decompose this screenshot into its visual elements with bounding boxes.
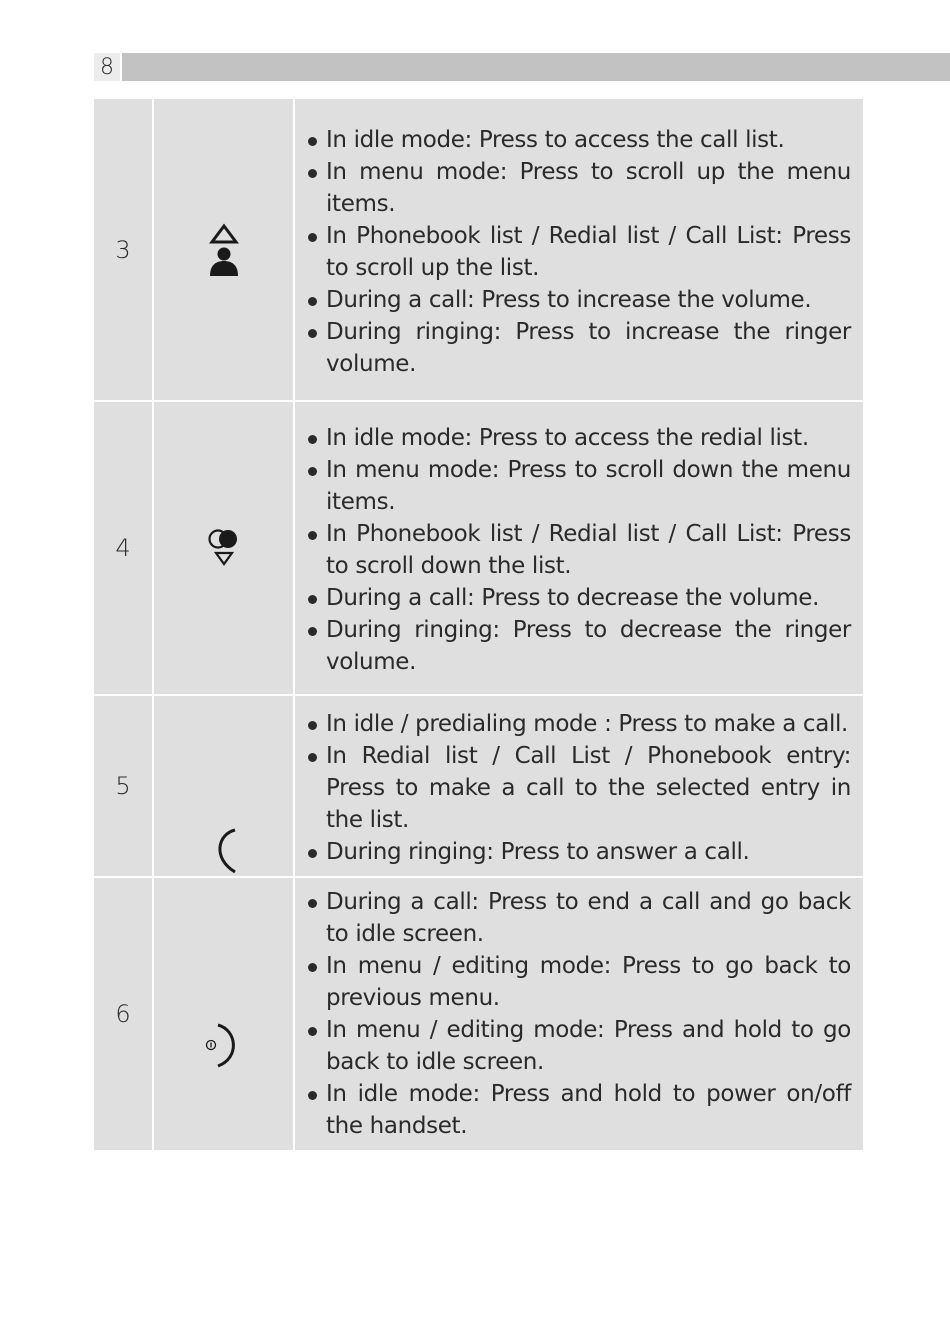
icon-cell — [153, 877, 294, 1151]
list-item: In Phonebook list / Redial list / Call List: Press to scroll up the list. — [307, 220, 851, 284]
icon-cell — [153, 99, 294, 401]
icon-cell — [153, 401, 294, 695]
bullet-list — [307, 886, 851, 1142]
list-item: In idle mode: Press to access the call list. — [307, 124, 851, 156]
list-item: In menu mode: Press to scroll up the menu items. — [307, 156, 851, 220]
key-number: 3 — [94, 99, 153, 401]
bullet-list — [307, 422, 851, 678]
table-row — [94, 401, 863, 695]
list-item: During ringing: Press to increase the ringer volume. — [307, 316, 851, 380]
list-item: In idle / predialing mode : Press to make a call. — [307, 708, 851, 740]
list-item: During a call: Press to end a call and go back to idle screen. — [307, 886, 851, 950]
key-number: 4 — [94, 401, 153, 695]
bullet-list — [307, 708, 851, 868]
down-arrow-redial-icon — [154, 528, 293, 568]
description-cell — [294, 99, 863, 401]
key-number: 5 — [94, 695, 153, 877]
up-arrow-contact-icon — [154, 223, 293, 277]
list-item: In Redial list / Call List / Phonebook entry: Press to make a call to the selected entry in the list. — [307, 740, 851, 836]
table-row — [94, 695, 863, 877]
list-item: In Phonebook list / Redial list / Call List: Press to scroll down the list. — [307, 518, 851, 582]
end-power-icon — [154, 1022, 293, 1070]
list-item: In idle mode: Press to access the redial list. — [307, 422, 851, 454]
talk-icon — [154, 828, 293, 876]
list-item: In menu / editing mode: Press and hold to go back to idle screen. — [307, 1014, 851, 1078]
key-number: 6 — [94, 877, 153, 1151]
description-cell — [294, 877, 863, 1151]
list-item: During a call: Press to increase the volume. — [307, 284, 851, 316]
icon-cell — [153, 695, 294, 877]
description-cell — [294, 401, 863, 695]
table-row — [94, 877, 863, 1151]
key-function-table — [94, 99, 863, 1152]
header-bar — [122, 53, 950, 81]
description-cell — [294, 695, 863, 877]
list-item: In idle mode: Press and hold to power on/off the handset. — [307, 1078, 851, 1142]
table-row — [94, 99, 863, 401]
page-number: 8 — [94, 53, 120, 81]
list-item: During a call: Press to decrease the volume. — [307, 582, 851, 614]
bullet-list — [307, 124, 851, 380]
list-item: During ringing: Press to decrease the ringer volume. — [307, 614, 851, 678]
list-item: In menu mode: Press to scroll down the menu items. — [307, 454, 851, 518]
list-item: During ringing: Press to answer a call. — [307, 836, 851, 868]
list-item: In menu / editing mode: Press to go back to previous menu. — [307, 950, 851, 1014]
page-header — [94, 53, 950, 81]
